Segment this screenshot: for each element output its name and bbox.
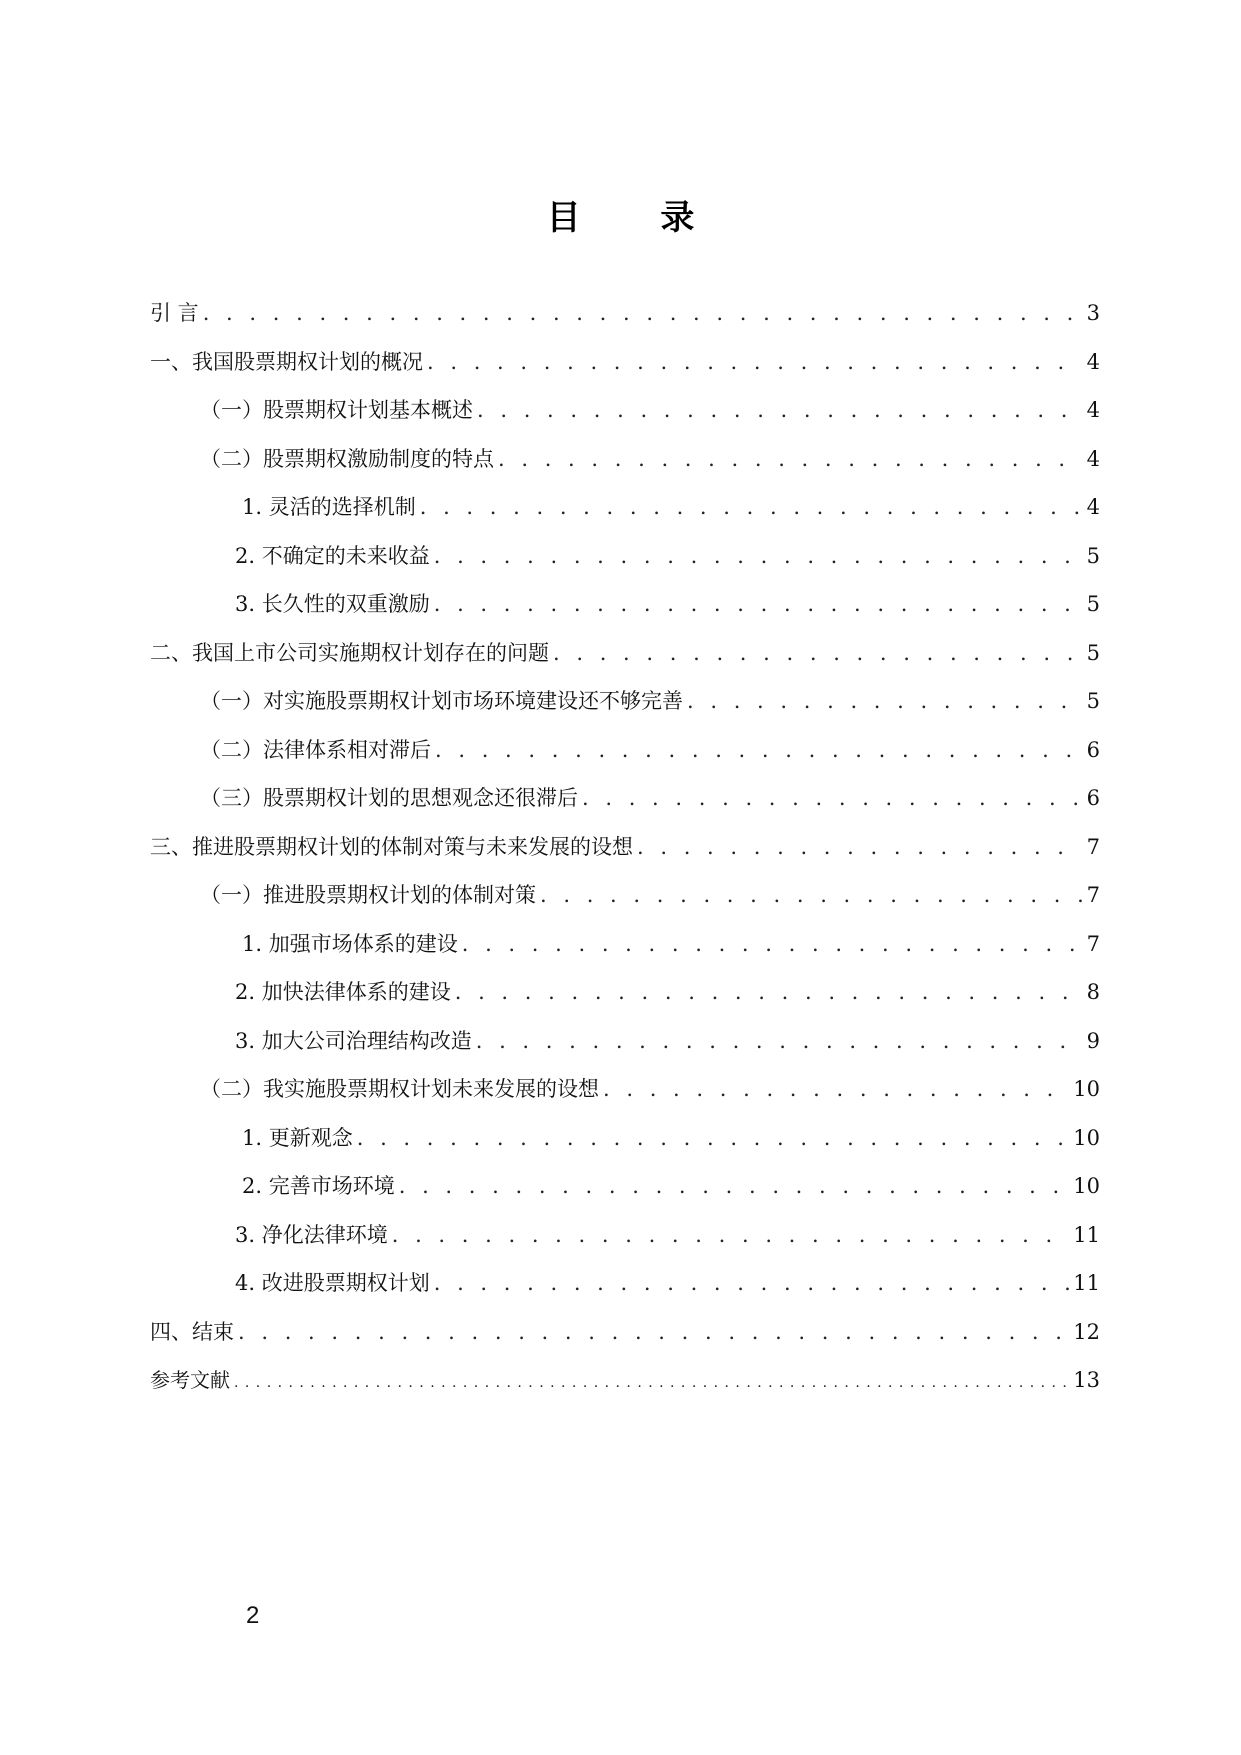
- dot-leader: [476, 1026, 1082, 1056]
- toc-page-number: 5: [1086, 592, 1100, 616]
- toc-entry[interactable]: [150, 1123, 1100, 1172]
- toc-entry[interactable]: [150, 1220, 1100, 1269]
- toc-page-number: 7: [1086, 883, 1100, 907]
- toc-entry-text: （二）股票期权激励制度的特点: [200, 446, 494, 471]
- toc-entry[interactable]: [150, 492, 1100, 541]
- toc-entry[interactable]: [150, 444, 1100, 493]
- page-title: 目 录: [546, 198, 729, 238]
- toc-entry-text: 4. 改进股票期权计划: [235, 1271, 430, 1295]
- toc-entry[interactable]: [150, 589, 1100, 638]
- dot-leader: [637, 832, 1082, 862]
- toc-page-number: 9: [1086, 1028, 1100, 1053]
- dot-leader: [434, 1268, 1070, 1298]
- toc-entry[interactable]: [150, 832, 1100, 881]
- toc-entry-text: 四、结束: [150, 1319, 234, 1344]
- toc-entry-text: 1. 更新观念: [242, 1125, 353, 1150]
- toc-page-number: 4: [1086, 495, 1100, 519]
- dot-leader: [455, 977, 1082, 1007]
- dot-leader: [462, 929, 1082, 959]
- toc-entry-text: 参考文献: [150, 1368, 230, 1392]
- toc-page-number: 3: [1086, 301, 1100, 325]
- toc-page-number: 4: [1086, 349, 1100, 374]
- toc-page-number: 5: [1086, 689, 1100, 713]
- toc-entry[interactable]: [150, 1074, 1100, 1123]
- toc-entry-text: 3. 长久性的双重激励: [235, 592, 430, 616]
- dot-leader: [434, 589, 1082, 619]
- toc-entry-text: 2. 加快法律体系的建设: [235, 980, 451, 1004]
- dot-leader: [435, 735, 1082, 765]
- toc-entry-text: 一、我国股票期权计划的概况: [150, 349, 423, 374]
- toc-entry-text: 1. 加强市场体系的建设: [242, 931, 458, 956]
- dot-leader: [392, 1220, 1070, 1250]
- toc-entry[interactable]: [150, 783, 1100, 832]
- dot-leader: [238, 1317, 1069, 1347]
- toc-entry[interactable]: [150, 347, 1100, 396]
- dot-leader: [427, 347, 1082, 377]
- dot-leader: [420, 492, 1082, 522]
- toc-entry[interactable]: [150, 1171, 1100, 1220]
- toc-entry-text: 三、推进股票期权计划的体制对策与未来发展的设想: [150, 834, 633, 859]
- dot-leader: [234, 1368, 1069, 1398]
- toc-page-number: 7: [1086, 931, 1100, 956]
- toc-page-number: 13: [1073, 1368, 1100, 1392]
- toc-entry[interactable]: [150, 880, 1100, 929]
- dot-leader: [203, 298, 1082, 328]
- toc-entry-text: 1. 灵活的选择机制: [242, 495, 416, 519]
- toc-entry[interactable]: [150, 638, 1100, 687]
- dot-leader: [434, 541, 1082, 571]
- toc-entry-text: （二）法律体系相对滞后: [200, 737, 431, 762]
- toc-entry-text: （一）推进股票期权计划的体制对策: [200, 883, 536, 907]
- dot-leader: [603, 1074, 1069, 1104]
- footer-page-number: 2: [246, 1602, 260, 1629]
- toc-entry-text: 2. 不确定的未来收益: [235, 543, 430, 568]
- toc-entry-text: （一）股票期权计划基本概述: [200, 398, 473, 422]
- dot-leader: [540, 880, 1082, 910]
- toc-entry-text: 引 言: [150, 301, 199, 325]
- toc-entry-text: 3. 净化法律环境: [235, 1222, 388, 1247]
- toc-entry[interactable]: [150, 929, 1100, 978]
- toc-entry[interactable]: [150, 686, 1100, 735]
- toc-entry[interactable]: [150, 735, 1100, 784]
- toc-entry[interactable]: [150, 1026, 1100, 1075]
- toc-entry-text: 2. 完善市场环境: [242, 1174, 395, 1198]
- toc-entry-text: （一）对实施股票期权计划市场环境建设还不够完善: [200, 689, 683, 713]
- toc-entry[interactable]: [150, 977, 1100, 1026]
- toc-page-number: 10: [1073, 1125, 1100, 1150]
- toc-page-number: 6: [1086, 786, 1100, 810]
- toc-entry-text: （三）股票期权计划的思想观念还很滞后: [200, 786, 578, 810]
- toc-page-number: 8: [1086, 980, 1100, 1004]
- dot-leader: [553, 638, 1082, 668]
- dot-leader: [687, 686, 1082, 716]
- toc-entry[interactable]: [150, 298, 1100, 347]
- toc-page-number: 4: [1086, 398, 1100, 422]
- toc-entry[interactable]: [150, 1268, 1100, 1317]
- table-of-contents: [150, 298, 1100, 1414]
- toc-page-number: 5: [1086, 640, 1100, 665]
- toc-entry[interactable]: [150, 1317, 1100, 1366]
- toc-page-number: 5: [1086, 543, 1100, 568]
- toc-entry-text: 二、我国上市公司实施期权计划存在的问题: [150, 640, 549, 665]
- dot-leader: [582, 783, 1082, 813]
- dot-leader: [357, 1123, 1070, 1153]
- toc-entry[interactable]: [150, 541, 1100, 590]
- toc-page-number: 12: [1073, 1319, 1100, 1344]
- toc-entry-text: （二）我实施股票期权计划未来发展的设想: [200, 1077, 599, 1101]
- toc-page-number: 10: [1073, 1077, 1100, 1101]
- dot-leader: [477, 395, 1082, 425]
- toc-page-number: 11: [1073, 1271, 1100, 1295]
- toc-entry-text: 3. 加大公司治理结构改造: [235, 1028, 472, 1053]
- dot-leader: [498, 444, 1082, 474]
- toc-page-number: 6: [1086, 737, 1100, 762]
- toc-page-number: 7: [1086, 834, 1100, 859]
- toc-entry[interactable]: [150, 1365, 1100, 1414]
- toc-page-number: 4: [1086, 446, 1100, 471]
- toc-page-number: 11: [1073, 1222, 1100, 1247]
- dot-leader: [399, 1171, 1070, 1201]
- toc-entry[interactable]: [150, 395, 1100, 444]
- toc-page-number: 10: [1073, 1174, 1100, 1198]
